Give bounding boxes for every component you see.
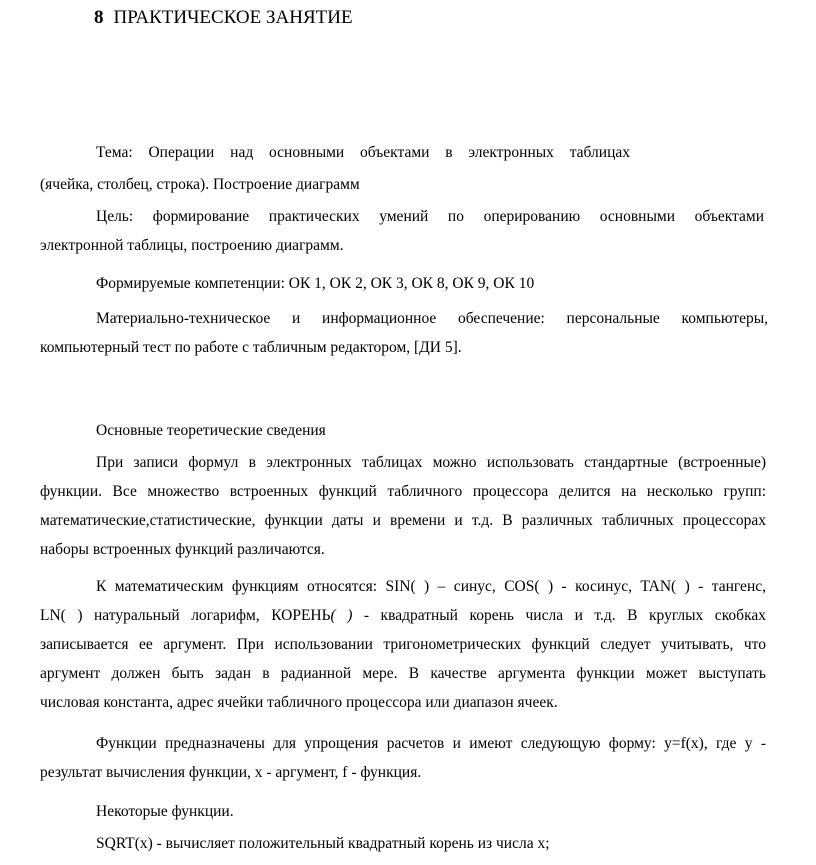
para2-line-2 <box>40 606 766 626</box>
goal-text-1: формирование практических умений по оперированию основными объектами <box>152 208 765 225</box>
support-line-1: Материально-техническое и информационное обеспечение: персональные компьютеры, <box>96 310 768 327</box>
topic-label: Тема: <box>96 144 133 161</box>
para3-line-1: Функции предназначены для упрощения расчетов и имеют следующую форму: y=f(x), где y - <box>96 735 766 752</box>
section-title: ПРАКТИЧЕСКОЕ ЗАНЯТИЕ <box>113 7 353 28</box>
section-number: 8 <box>94 7 104 28</box>
topic-text-1: Операции над основными объектами в электронных таблицах <box>148 144 631 161</box>
topic-line-1 <box>96 143 630 163</box>
sqrt-description: SQRT(x) - вычисляет положительный квадратный корень из числа x; <box>96 835 550 852</box>
page-title <box>94 6 353 30</box>
goal-label: Цель: <box>96 208 134 225</box>
para2-line-3: записывается ее аргумент. При использовании тригонометрических функций следует учитывать, что <box>40 636 766 653</box>
para2-line-2-c: - квадратный корень числа и т.д. В круглых скобках <box>352 607 766 624</box>
goal-line-2: электронной таблицы, построению диаграмм. <box>40 237 344 254</box>
some-functions-title: Некоторые функции. <box>96 803 234 820</box>
para3-line-2: результат вычисления функции, x - аргумент, f - функция. <box>40 764 422 781</box>
para2-line-1: К математическим функциям относятся: SIN( ) – синус, COS( ) - косинус, TAN( ) - тангенс, <box>96 578 766 595</box>
support-line-2: компьютерный тест по работе с табличным редактором, [ДИ 5]. <box>40 339 462 356</box>
para1-line-3: математические,статистические, функции даты и времени и т.д. В различных табличных процессорах <box>40 512 766 529</box>
para1-line-4: наборы встроенных функций различаются. <box>40 541 325 558</box>
para2-line-5: числовая константа, адрес ячейки табличного процессора или диапазон ячеек. <box>40 694 558 711</box>
para2-line-2-italic: ( ) <box>330 607 353 624</box>
goal-line-1 <box>96 207 764 227</box>
para2-line-2-a: LN( ) натуральный логарифм, КОРЕНЬ <box>40 607 331 624</box>
para2-line-4: аргумент должен быть задан в радианной мере. В качестве аргумента функции может выступать <box>40 665 766 682</box>
theory-title: Основные теоретические сведения <box>96 422 326 439</box>
topic-line-2: (ячейка, столбец, строка). Построение диаграмм <box>40 176 360 193</box>
competencies: Формируемые компетенции: ОК 1, ОК 2, ОК 3, ОК 8, ОК 9, ОК 10 <box>96 275 535 292</box>
para1-line-2: функции. Все множество встроенных функций табличного процессора делится на несколько групп: <box>40 483 766 500</box>
para1-line-1: При записи формул в электронных таблицах можно использовать стандартные (встроенные) <box>96 454 766 471</box>
